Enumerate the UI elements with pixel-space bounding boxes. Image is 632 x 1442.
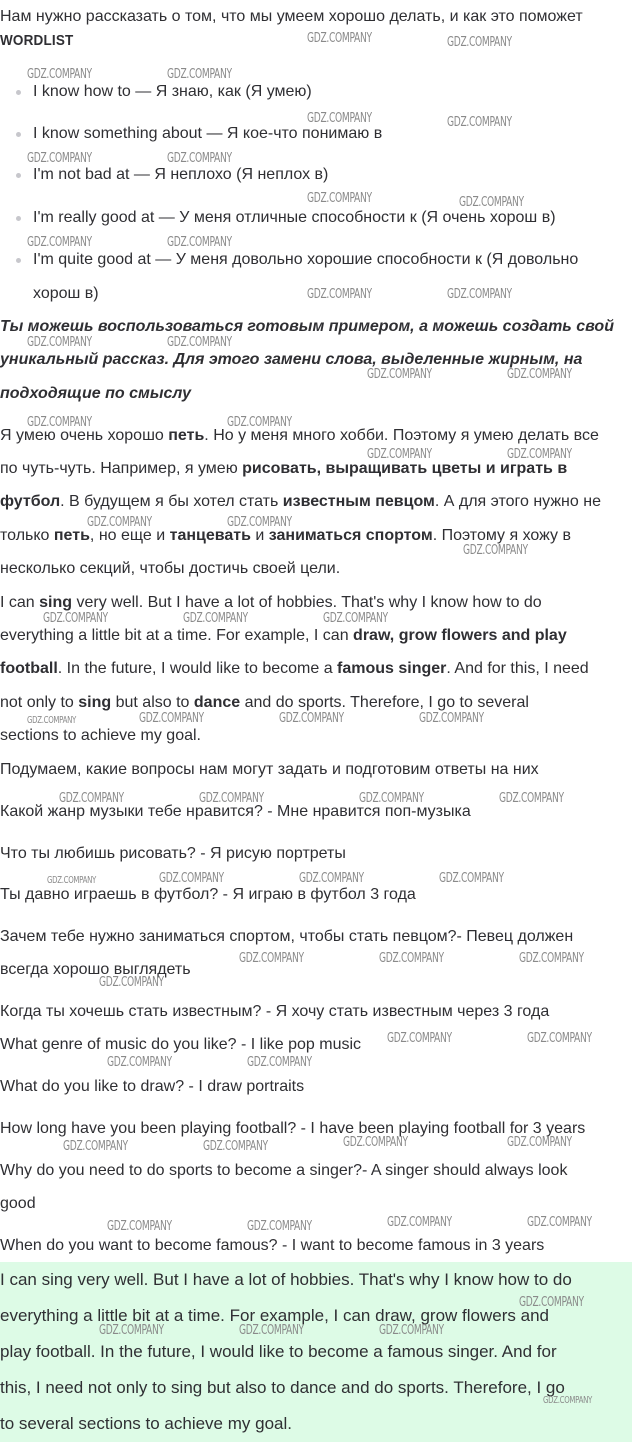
- en-story-line: everything a little bit at a time. For example, I can draw, grow flowers and play: [0, 627, 567, 644]
- qa-ru-line: Когда ты хочешь стать известным? - Я хочу стать известным через 3 года: [0, 1003, 550, 1020]
- watermark: GDZ.COMPANY: [203, 1139, 268, 1154]
- watermark: GDZ.COMPANY: [527, 1215, 592, 1230]
- bold-keyword: петь: [168, 427, 205, 444]
- watermark: GDZ.COMPANY: [307, 31, 372, 46]
- bold-keyword: sing: [39, 594, 73, 611]
- watermark: GDZ.COMPANY: [167, 235, 232, 250]
- wordlist-item-continued: хорош в): [33, 285, 99, 302]
- final-story-line: this, I need not only to sing but also to dance and do sports. Therefore, I go: [0, 1378, 565, 1397]
- watermark: GDZ.COMPANY: [379, 951, 444, 966]
- bold-keyword: танцевать: [169, 527, 251, 544]
- en-story-line: I can sing very well. But I have a lot of hobbies. That's why I know how to do: [0, 594, 542, 611]
- watermark: GDZ.COMPANY: [247, 1055, 312, 1070]
- watermark: GDZ.COMPANY: [507, 1135, 572, 1150]
- watermark: GDZ.COMPANY: [199, 791, 264, 806]
- watermark: GDZ.COMPANY: [527, 1031, 592, 1046]
- watermark: GDZ.COMPANY: [299, 871, 364, 886]
- qa-en-line: How long have you been playing football? - I have been playing football for 3 years: [0, 1120, 586, 1137]
- watermark: GDZ.COMPANY: [447, 287, 512, 302]
- watermark: GDZ.COMPANY: [379, 1323, 444, 1338]
- watermark: GDZ.COMPANY: [27, 67, 92, 82]
- instruction-line: подходящие по смыслу: [0, 385, 192, 402]
- watermark: GDZ.COMPANY: [459, 195, 524, 210]
- final-story-line: to several sections to achieve my goal.: [0, 1414, 292, 1433]
- watermark: GDZ.COMPANY: [543, 1395, 592, 1406]
- qa-en-line: good: [0, 1195, 36, 1212]
- wordlist-item: I'm quite good at — У меня довольно хорошие способности к (Я довольно: [33, 251, 579, 268]
- bold-keyword: draw, grow flowers and play: [353, 627, 567, 644]
- qa-en-line: What genre of music do you like? - I like pop music: [0, 1036, 362, 1053]
- ru-story-line: футбол. В будущем я бы хотел стать известным певцом. А для этого нужно не: [0, 493, 601, 510]
- qa-en-line: What do you like to draw? - I draw portraits: [0, 1078, 305, 1095]
- watermark: GDZ.COMPANY: [167, 335, 232, 350]
- bold-keyword: football: [0, 660, 58, 677]
- instruction-line: уникальный рассказ. Для этого замени слова, выделенные жирным, на: [0, 351, 583, 368]
- bold-keyword: famous singer: [337, 660, 447, 677]
- instruction-line: Ты можешь воспользоваться готовым примером, а можешь создать свой: [0, 318, 614, 335]
- bullet-dot: [16, 173, 21, 178]
- watermark: GDZ.COMPANY: [159, 871, 224, 886]
- watermark: GDZ.COMPANY: [27, 715, 76, 726]
- bold-keyword: sing: [78, 694, 112, 711]
- bullet-dot: [16, 132, 21, 137]
- watermark: GDZ.COMPANY: [183, 611, 248, 626]
- wordlist-item: I'm not bad at — Я неплохо (Я неплох в): [33, 166, 329, 183]
- en-story-line: sections to achieve my goal.: [0, 727, 201, 744]
- watermark: GDZ.COMPANY: [307, 191, 372, 206]
- bold-keyword: заниматься спортом: [268, 527, 433, 544]
- watermark: GDZ.COMPANY: [367, 367, 432, 382]
- watermark: GDZ.COMPANY: [27, 335, 92, 350]
- watermark: GDZ.COMPANY: [307, 111, 372, 126]
- qa-ru-line: всегда хорошо выглядеть: [0, 961, 191, 978]
- intro-text: Нам нужно рассказать о том, что мы умеем хорошо делать, и как это поможет: [0, 8, 583, 25]
- watermark: GDZ.COMPANY: [167, 151, 232, 166]
- watermark: GDZ.COMPANY: [323, 611, 388, 626]
- bold-keyword: рисовать, выращивать цветы и играть в: [242, 460, 568, 477]
- watermark: GDZ.COMPANY: [519, 1295, 584, 1310]
- wordlist-title: WORDLIST: [0, 32, 74, 49]
- watermark: GDZ.COMPANY: [239, 1323, 304, 1338]
- qa-ru-line: Какой жанр музыки тебе нравится? - Мне нравится поп-музыка: [0, 803, 471, 820]
- ru-story-line: по чуть-чуть. Например, я умею рисовать, выращивать цветы и играть в: [0, 460, 568, 477]
- watermark: GDZ.COMPANY: [167, 67, 232, 82]
- watermark: GDZ.COMPANY: [99, 1323, 164, 1338]
- watermark: GDZ.COMPANY: [239, 951, 304, 966]
- watermark: GDZ.COMPANY: [447, 115, 512, 130]
- watermark: GDZ.COMPANY: [107, 1055, 172, 1070]
- watermark: GDZ.COMPANY: [343, 1135, 408, 1150]
- qa-ru-line: Ты давно играешь в футбол? - Я играю в футбол 3 года: [0, 886, 416, 903]
- watermark: GDZ.COMPANY: [107, 1219, 172, 1234]
- qa-en-line: When do you want to become famous? - I want to become famous in 3 years: [0, 1237, 545, 1254]
- watermark: GDZ.COMPANY: [99, 975, 164, 990]
- bullet-dot: [16, 258, 21, 263]
- watermark: GDZ.COMPANY: [519, 951, 584, 966]
- questions-intro: Подумаем, какие вопросы нам могут задать и подготовим ответы на них: [0, 761, 539, 778]
- watermark: GDZ.COMPANY: [307, 287, 372, 302]
- ru-story-line: Я умею очень хорошо петь. Но у меня много хобби. Поэтому я умею делать все: [0, 427, 599, 444]
- ru-story-line: только петь, но еще и танцевать и заниматься спортом. Поэтому я хожу в: [0, 527, 571, 544]
- watermark: GDZ.COMPANY: [47, 875, 96, 886]
- en-story-line: football. In the future, I would like to become a famous singer. And for this, I need: [0, 660, 589, 677]
- watermark: GDZ.COMPANY: [27, 235, 92, 250]
- final-story-line: I can sing very well. But I have a lot of hobbies. That's why I know how to do: [0, 1270, 572, 1289]
- bold-keyword: футбол: [0, 493, 61, 510]
- watermark: GDZ.COMPANY: [419, 711, 484, 726]
- watermark: GDZ.COMPANY: [507, 367, 572, 382]
- watermark: GDZ.COMPANY: [387, 1031, 452, 1046]
- watermark: GDZ.COMPANY: [359, 791, 424, 806]
- bullet-dot: [16, 216, 21, 221]
- watermark: GDZ.COMPANY: [27, 151, 92, 166]
- final-story-line: play football. In the future, I would like to become a famous singer. And for: [0, 1342, 557, 1361]
- bullet-dot: [16, 90, 21, 95]
- watermark: GDZ.COMPANY: [227, 515, 292, 530]
- watermark: GDZ.COMPANY: [387, 1215, 452, 1230]
- wordlist-item: I know something about — Я кое-что понимаю в: [33, 125, 383, 142]
- watermark: GDZ.COMPANY: [247, 1219, 312, 1234]
- watermark: GDZ.COMPANY: [499, 791, 564, 806]
- watermark: GDZ.COMPANY: [279, 711, 344, 726]
- watermark: GDZ.COMPANY: [463, 543, 528, 558]
- watermark: GDZ.COMPANY: [27, 415, 92, 430]
- watermark: GDZ.COMPANY: [447, 35, 512, 50]
- bold-keyword: известным певцом: [282, 493, 435, 510]
- wordlist-item: I know how to — Я знаю, как (Я умею): [33, 83, 312, 100]
- bold-keyword: dance: [193, 694, 241, 711]
- watermark: GDZ.COMPANY: [439, 871, 504, 886]
- watermark: GDZ.COMPANY: [139, 711, 204, 726]
- qa-ru-line: Что ты любишь рисовать? - Я рисую портреты: [0, 845, 346, 862]
- watermark: GDZ.COMPANY: [87, 515, 152, 530]
- watermark: GDZ.COMPANY: [59, 791, 124, 806]
- qa-en-line: Why do you need to do sports to become a singer?- A singer should always look: [0, 1162, 568, 1179]
- watermark: GDZ.COMPANY: [227, 415, 292, 430]
- bold-keyword: петь: [53, 527, 90, 544]
- ru-story-line: несколько секций, чтобы достичь своей цели.: [0, 560, 341, 577]
- watermark: GDZ.COMPANY: [63, 1139, 128, 1154]
- watermark: GDZ.COMPANY: [367, 447, 432, 462]
- en-story-line: not only to sing but also to dance and do sports. Therefore, I go to several: [0, 694, 529, 711]
- wordlist-item: I'm really good at — У меня отличные способности к (Я очень хорош в): [33, 209, 556, 226]
- watermark: GDZ.COMPANY: [507, 447, 572, 462]
- final-story-line: everything a little bit at a time. For example, I can draw, grow flowers and: [0, 1306, 549, 1325]
- watermark: GDZ.COMPANY: [43, 611, 108, 626]
- qa-ru-line: Зачем тебе нужно заниматься спортом, чтобы стать певцом?- Певец должен: [0, 928, 574, 945]
